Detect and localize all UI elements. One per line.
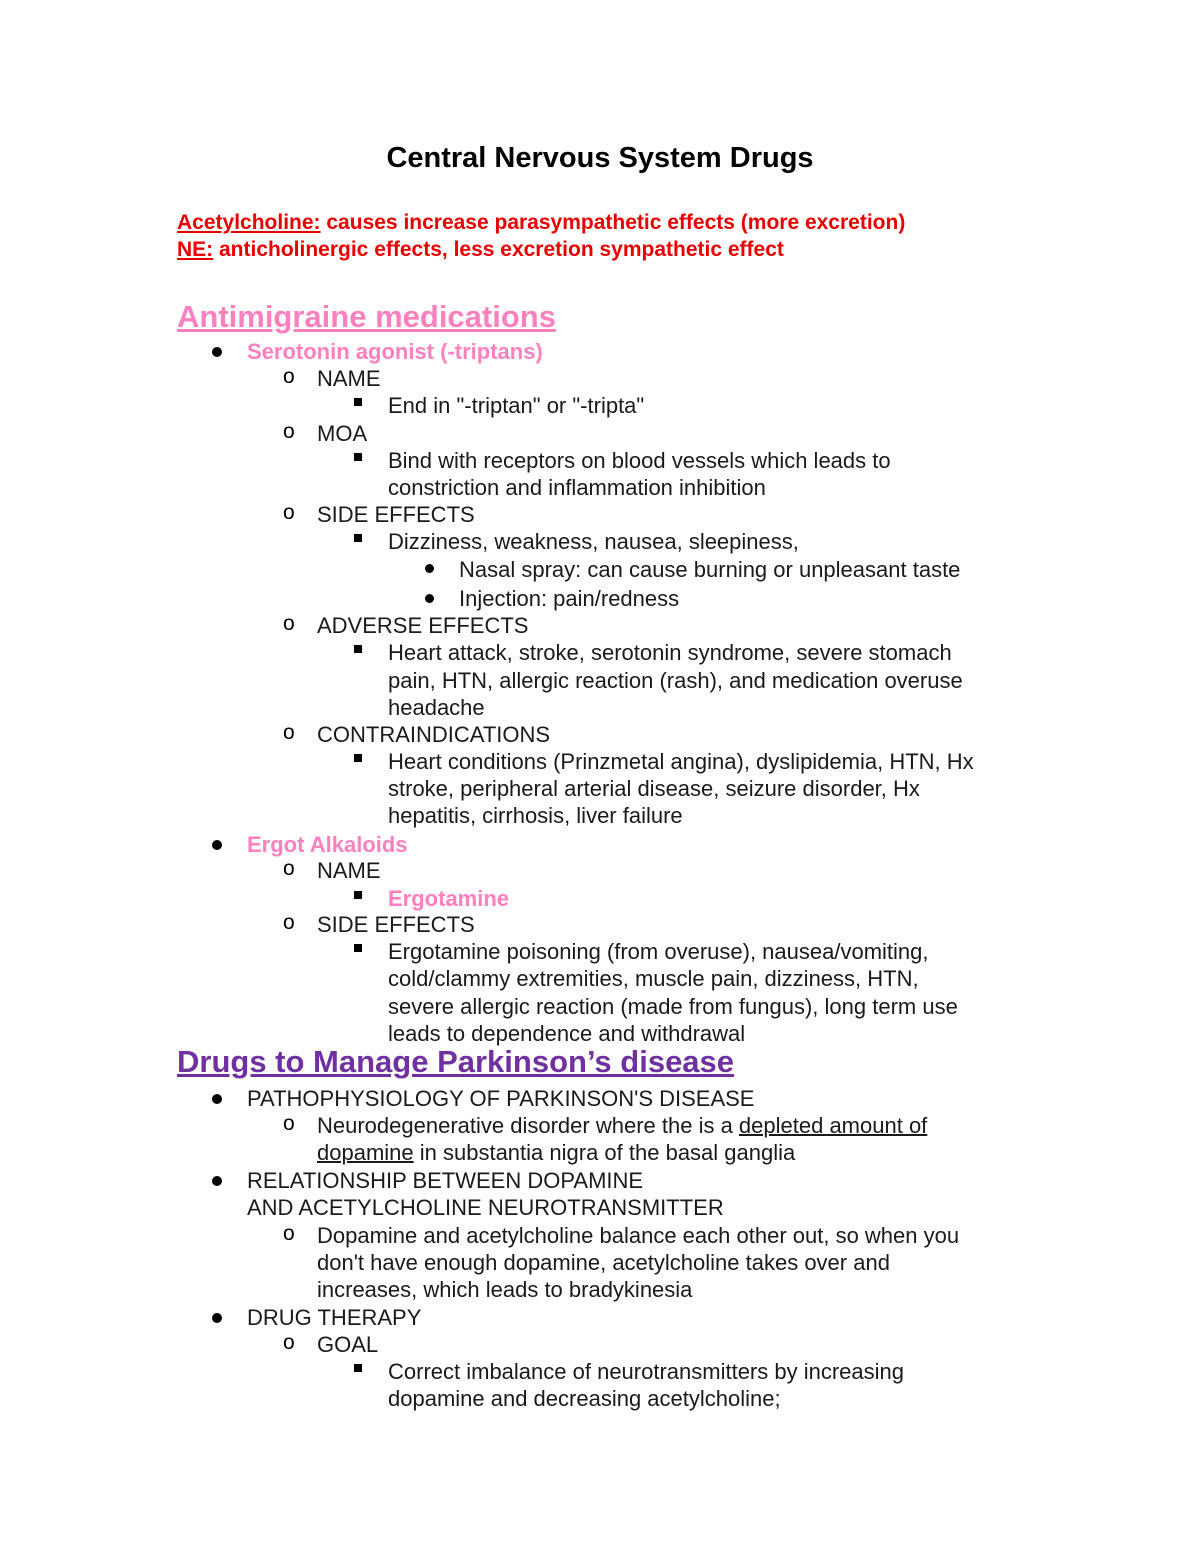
bullet-o: o: [283, 420, 295, 443]
patho-line1: [317, 1112, 927, 1139]
ergot-label: Ergot Alkaloids: [247, 832, 408, 857]
bullet-o: o: [283, 501, 295, 524]
bullet-icon: [425, 594, 434, 603]
serotonin-moa-line1: Bind with receptors on blood vessels which leads to: [388, 448, 891, 473]
square-bullet-icon: [354, 534, 362, 542]
square-bullet-icon: [354, 453, 362, 461]
ergot-side-line2: cold/clammy extremities, muscle pain, dizziness, HTN,: [388, 966, 919, 991]
bullet-o: o: [283, 721, 295, 744]
ergot-name-label: NAME: [317, 858, 381, 883]
patho-line1-underlined: depleted amount of: [738, 1113, 928, 1138]
heading-parkinsons: Drugs to Manage Parkinson’s disease: [177, 1044, 735, 1079]
bullet-o: o: [283, 365, 295, 388]
serotonin-contra-label: CONTRAINDICATIONS: [317, 722, 551, 747]
relationship-line1: RELATIONSHIP BETWEEN DOPAMINE: [247, 1168, 644, 1193]
ergot-name-item: Ergotamine: [388, 886, 510, 911]
relationship-text1: Dopamine and acetylcholine balance each other out, so when you: [317, 1223, 960, 1248]
patho-line1-text: Neurodegenerative disorder where the is a: [317, 1113, 739, 1138]
square-bullet-icon: [354, 398, 362, 406]
intro-ne: [177, 238, 784, 262]
serotonin-contra-line2: stroke, peripheral arterial disease, seizure disorder, Hx: [388, 776, 920, 801]
patho-label: PATHOPHYSIOLOGY OF PARKINSON'S DISEASE: [247, 1086, 755, 1111]
relationship-line2: AND ACETYLCHOLINE NEUROTRANSMITTER: [247, 1195, 724, 1220]
bullet-o: o: [283, 911, 295, 934]
ne-term: NE:: [177, 238, 214, 261]
serotonin-side-label: SIDE EFFECTS: [317, 502, 475, 527]
bullet-icon: [212, 1313, 222, 1323]
square-bullet-icon: [354, 1364, 362, 1372]
serotonin-moa-label: MOA: [317, 421, 368, 446]
acetylcholine-term: Acetylcholine:: [177, 211, 321, 234]
serotonin-contra-line1: Heart conditions (Prinzmetal angina), dyslipidemia, HTN, Hx: [388, 749, 974, 774]
patho-line2-text: in substantia nigra of the basal ganglia: [413, 1140, 796, 1165]
heading-antimigraine: Antimigraine medications: [177, 299, 556, 334]
bullet-o: o: [283, 1222, 295, 1245]
bullet-icon: [425, 564, 434, 573]
relationship-text2: don't have enough dopamine, acetylcholine takes over and: [317, 1250, 890, 1275]
ergot-side-line4: leads to dependence and withdrawal: [388, 1021, 746, 1046]
bullet-icon: [212, 1176, 222, 1186]
patho-line2: [317, 1139, 795, 1166]
serotonin-adverse-line2: pain, HTN, allergic reaction (rash), and medication overuse: [388, 668, 963, 693]
therapy-label: DRUG THERAPY: [247, 1305, 422, 1330]
goal-line2: dopamine and decreasing acetylcholine;: [388, 1386, 781, 1411]
acetylcholine-text: causes increase parasympathetic effects (more excretion): [320, 211, 906, 234]
square-bullet-icon: [354, 645, 362, 653]
goal-label: GOAL: [317, 1332, 379, 1357]
relationship-text3: increases, which leads to bradykinesia: [317, 1277, 693, 1302]
goal-line1: Correct imbalance of neurotransmitters by increasing: [388, 1359, 905, 1384]
serotonin-adverse-label: ADVERSE EFFECTS: [317, 613, 529, 638]
bullet-icon: [212, 1094, 222, 1104]
bullet-icon: [212, 347, 222, 357]
bullet-o: o: [283, 857, 295, 880]
serotonin-label: Serotonin agonist (-triptans): [247, 339, 543, 364]
ergot-side-line1: Ergotamine poisoning (from overuse), nausea/vomiting,: [388, 939, 929, 964]
serotonin-side-sub1: Nasal spray: can cause burning or unpleasant taste: [459, 557, 961, 582]
page-title: Central Nervous System Drugs: [386, 142, 814, 174]
ergot-side-label: SIDE EFFECTS: [317, 912, 475, 937]
bullet-o: o: [283, 1112, 295, 1135]
ergot-side-line3: severe allergic reaction (made from fungus), long term use: [388, 994, 958, 1019]
bullet-o: o: [283, 1331, 295, 1354]
serotonin-adverse-line1: Heart attack, stroke, serotonin syndrome, severe stomach: [388, 640, 952, 665]
square-bullet-icon: [354, 891, 362, 899]
serotonin-contra-line3: hepatitis, cirrhosis, liver failure: [388, 803, 683, 828]
square-bullet-icon: [354, 754, 362, 762]
serotonin-name-item: End in "-triptan" or "-tripta": [388, 393, 645, 418]
patho-line2-underlined: dopamine: [317, 1140, 414, 1165]
serotonin-side-item: Dizziness, weakness, nausea, sleepiness,: [388, 529, 799, 554]
square-bullet-icon: [354, 944, 362, 952]
bullet-o: o: [283, 612, 295, 635]
bullet-icon: [212, 840, 222, 850]
serotonin-side-sub2: Injection: pain/redness: [459, 586, 680, 611]
serotonin-adverse-line3: headache: [388, 695, 485, 720]
serotonin-moa-line2: constriction and inflammation inhibition: [388, 475, 766, 500]
intro-acetylcholine: [177, 211, 905, 235]
ne-text: anticholinergic effects, less excretion sympathetic effect: [213, 238, 784, 261]
serotonin-name-label: NAME: [317, 366, 381, 391]
